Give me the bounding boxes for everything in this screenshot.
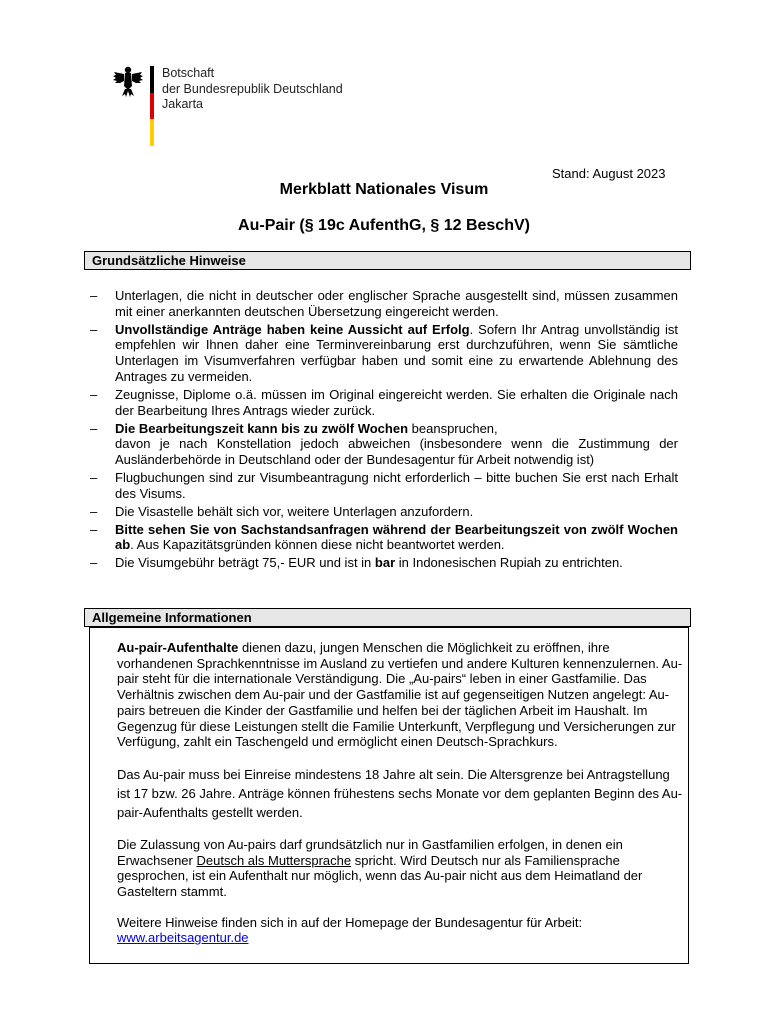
item-text: . Sofern Ihr Antrag unvollständig ist empfehlen wir Ihnen daher eine Terminvereinbarung erst durchzuführen, wenn Sie sämtliche Unterlagen im Visumverfahren verfügbar haben und somit eine zu erwartende Ablehnung des Antrages zu vermeiden. bbox=[115, 321, 678, 384]
item-text: Die Visastelle behält sich vor, weitere Unterlagen anzufordern. bbox=[115, 503, 474, 519]
info-paragraph bbox=[117, 837, 685, 900]
list-item bbox=[90, 288, 678, 319]
item-text: . Aus Kapazitätsgründen können diese nicht beantwortet werden. bbox=[130, 537, 505, 553]
list-item bbox=[90, 470, 678, 501]
list-item bbox=[90, 522, 678, 553]
flag-stripe-black bbox=[150, 66, 154, 93]
item-text: Die Visumgebühr beträgt 75,- EUR und ist in bbox=[115, 555, 375, 571]
info-paragraph bbox=[117, 640, 685, 750]
dash-bullet: – bbox=[90, 555, 98, 571]
flag-stripe-gold bbox=[150, 119, 154, 146]
dash-bullet: – bbox=[90, 521, 98, 537]
federal-eagle-icon bbox=[112, 64, 144, 100]
info-text-span: spricht. Wird Deutsch nur als Familiensprache gesprochen, ist ein Aufenthalt nur möglich, wenn das Au-pair nicht aus dem Heimatland der Gasteltern stammt. bbox=[117, 852, 643, 900]
info-paragraph: Das Au-pair muss bei Einreise mindestens 18 Jahre alt sein. Die Altersgrenze bei Antragstellung ist 17 bzw. 26 Jahre. Anträge können frühestens sechs Monate vor dem geplanten Beginn des Au-pair-Aufenthalts gestellt werden. bbox=[117, 766, 683, 820]
item-text: Flugbuchungen sind zur Visumbeantragung nicht erforderlich – bitte buchen Sie erst nach Erhalt des Visums. bbox=[115, 469, 678, 501]
list-item bbox=[90, 555, 678, 571]
flag-bar bbox=[150, 66, 154, 146]
underlined-text: Deutsch als Muttersprache bbox=[196, 852, 352, 868]
item-text: in Indonesischen Rupiah zu entrichten. bbox=[395, 555, 623, 571]
item-bold: Bitte sehen Sie von Sachstandsanfragen während der Bearbeitungszeit von zwölf Wochen ab bbox=[115, 521, 678, 553]
flag-stripe-red bbox=[150, 93, 154, 120]
hints-list bbox=[90, 288, 678, 573]
info-text-span: Die Zulassung von Au-pairs darf grundsätzlich nur in Gastfamilien erfolgen, in denen ein Erwachsener bbox=[117, 836, 623, 868]
authority-line: der Bundesrepublik Deutschland bbox=[162, 81, 343, 96]
dash-bullet: – bbox=[90, 321, 98, 337]
item-bold: Unvollständige Anträge haben keine Aussicht auf Erfolg bbox=[115, 321, 470, 337]
dash-bullet: – bbox=[90, 288, 98, 303]
arbeitsagentur-link[interactable]: www.arbeitsagentur.de bbox=[117, 930, 249, 946]
info-text-span: dienen dazu, jungen Menschen die Möglichkeit zu eröffnen, ihre vorhandenen Sprachkenntnisse im Ausland zu vertiefen und andere Kulturen kennenzulernen. Au-pair steht für die internationale Verständigung. Die „Au-pairs“ leben in einer Gastfamilie. Das Verhältnis zwischen dem Au-pair und der Gastfamilie ist auf gegenseitigen Nutzen angelegt: Au-pairs betreuen die Kinder der Gastfamilie und helfen bei der täglichen Arbeit im Haushalt. Im Gegenzug für diese Leistungen stellt die Familie Unterkunft, Verpflegung und Versicherungen zur Verfügung, zahlt ein Taschengeld und ermöglicht einen Deutsch-Sprachkurs. bbox=[117, 640, 683, 750]
item-text: Unterlagen, die nicht in deutscher oder englischer Sprache ausgestellt sind, müssen zusammen mit einer anerkannten deutschen Übersetzung eingereicht werden. bbox=[115, 288, 678, 319]
list-item bbox=[90, 421, 678, 468]
authority-line: Botschaft bbox=[162, 66, 215, 80]
item-bold: bar bbox=[374, 555, 396, 571]
dash-bullet: – bbox=[90, 386, 98, 402]
authority-line: Jakarta bbox=[162, 97, 203, 111]
info-text-span: Weitere Hinweise finden sich in auf der Homepage der Bundesagentur für Arbeit: bbox=[117, 914, 583, 930]
item-text: Zeugnisse, Diplome o.ä. müssen im Original eingereicht werden. Sie erhalten die Originale nach der Bearbeitung Ihres Antrags wieder zurück. bbox=[115, 386, 678, 418]
item-text: beanspruchen, bbox=[408, 420, 498, 436]
dash-bullet: – bbox=[90, 469, 98, 485]
document-subtitle: Au-Pair (§ 19c AufenthG, § 12 BeschV) bbox=[238, 217, 530, 234]
section-heading-grundsaetzliche-hinweise: Grundsätzliche Hinweise bbox=[84, 251, 691, 270]
info-bold: Au-pair-Aufenthalte bbox=[117, 640, 239, 655]
item-text-continued: davon je nach Konstellation jedoch abweichen (insbesondere wenn die Zustimmung der Ausländerbehörde in Deutschland oder der Bundesagentur für Arbeit notwendig ist) bbox=[115, 436, 678, 467]
section-heading-allgemeine-informationen: Allgemeine Informationen bbox=[84, 608, 691, 627]
info-text bbox=[117, 640, 685, 961]
item-bold: Die Bearbeitungszeit kann bis zu zwölf Wochen bbox=[115, 420, 409, 436]
document-title: Merkblatt Nationales Visum bbox=[279, 181, 489, 198]
authority-name bbox=[162, 66, 343, 113]
info-paragraph bbox=[117, 915, 685, 946]
list-item bbox=[90, 322, 678, 385]
dash-bullet: – bbox=[90, 503, 98, 519]
dash-bullet: – bbox=[90, 420, 98, 436]
list-item bbox=[90, 504, 678, 520]
document-date: Stand: August 2023 bbox=[552, 166, 666, 181]
list-item bbox=[90, 387, 678, 418]
